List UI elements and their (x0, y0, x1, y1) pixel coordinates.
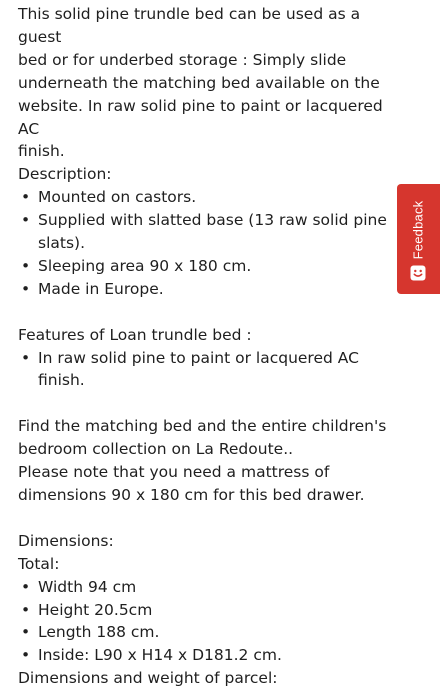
product-description (18, 3, 406, 690)
parcel-heading: Dimensions and weight of parcel: (18, 669, 278, 688)
bullet: • (21, 188, 31, 207)
list-item-text: slats). (38, 234, 86, 253)
bullet: • (21, 646, 31, 665)
bullet: • (21, 623, 31, 642)
list-item-text: In raw solid pine to paint or lacquered AC finish. (38, 348, 359, 390)
dimensions-heading: Dimensions: (18, 531, 114, 550)
matching-line: Find the matching bed and the entire children's (18, 417, 387, 436)
bullet: • (21, 279, 31, 298)
list-item-text: Supplied with slatted base (13 raw solid pine (38, 211, 387, 230)
bullet: • (21, 211, 31, 230)
list-item (18, 186, 406, 209)
features-heading: Features of Loan trundle bed : (18, 325, 252, 344)
description-heading: Description: (18, 165, 112, 184)
bullet: • (21, 348, 31, 367)
intro-paragraph (18, 3, 406, 163)
list-item-text: Sleeping area 90 x 180 cm. (38, 256, 252, 275)
list-item (18, 209, 406, 255)
list-item-text: Length 188 cm. (38, 623, 160, 642)
dimensions-list (18, 576, 406, 668)
matching-line: dimensions 90 x 180 cm for this bed drawer. (18, 486, 365, 504)
spacer (18, 301, 406, 324)
description-list (18, 186, 406, 301)
list-item (18, 278, 406, 301)
bullet: • (21, 600, 31, 619)
feedback-button[interactable] (397, 184, 440, 294)
list-item-text: Mounted on castors. (38, 188, 197, 207)
matching-line: Please note that you need a mattress of (18, 463, 330, 482)
matching-paragraph (18, 415, 406, 507)
intro-line: underneath the matching bed available on the (18, 73, 380, 92)
smiley-face-icon (410, 265, 426, 281)
intro-line: bed or for underbed storage : Simply slide (18, 50, 347, 69)
list-item-text: Made in Europe. (38, 279, 164, 298)
total-heading: Total: (18, 554, 60, 573)
list-item (18, 347, 406, 393)
spacer (18, 507, 406, 530)
list-item (18, 621, 406, 644)
list-item (18, 255, 406, 278)
list-item-text: Width 94 cm (38, 577, 137, 596)
feedback-label: Feedback (410, 200, 426, 260)
list-item (18, 599, 406, 622)
features-list (18, 347, 406, 393)
list-item-text: Inside: L90 x H14 x D181.2 cm. (38, 646, 282, 665)
spacer (18, 392, 406, 415)
bullet: • (21, 577, 31, 596)
list-item (18, 576, 406, 599)
intro-line: website. In raw solid pine to paint or lacquered AC (18, 96, 383, 138)
bullet: • (21, 256, 31, 275)
list-item (18, 644, 406, 667)
intro-line: finish. (18, 142, 65, 161)
intro-line: This solid pine trundle bed can be used as a guest (18, 5, 361, 46)
list-item-text: Height 20.5cm (38, 600, 153, 619)
matching-line: bedroom collection on La Redoute.. (18, 440, 294, 459)
